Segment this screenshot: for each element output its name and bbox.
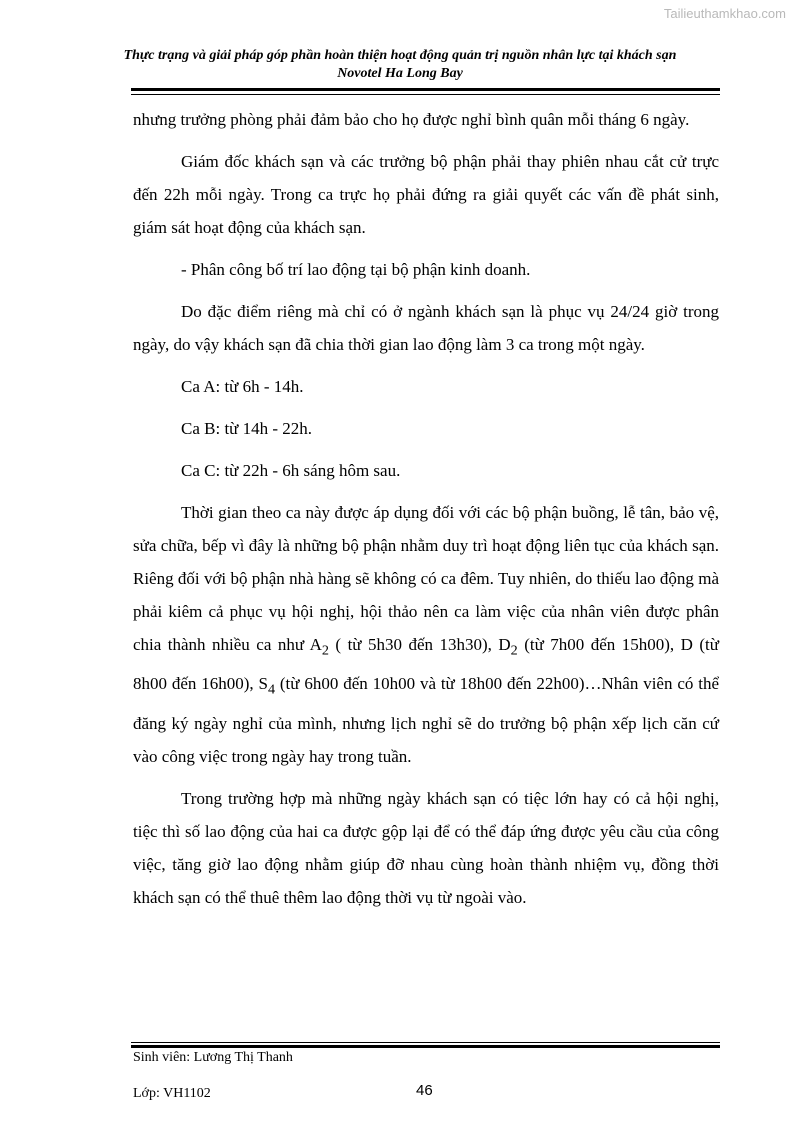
paragraph-4: Do đặc điểm riêng mà chỉ có ở ngành khách sạn là phục vụ 24/24 giờ trong ngày, do vậy khách sạn đã chia thời gian lao động làm 3 ca trong một ngày. (133, 302, 719, 354)
footer-student: Sinh viên: Lương Thị Thanh (133, 1050, 293, 1065)
paragraph-5 (133, 496, 719, 773)
paragraph-2: Giám đốc khách sạn và các trưởng bộ phận phải thay phiên nhau cắt cử trực đến 22h mỗi ngày. Trong ca trực họ phải đứng ra giải quyết các vấn đề phát sinh, giám sát hoạt động của khách sạn. (133, 152, 719, 237)
paragraph-5-text-1: Thời gian theo ca này được áp dụng đối với các bộ phận buồng, lễ tân, bảo vệ, sửa chữa, bếp vì đây là những bộ phận nhằm duy trì hoạt động liên tục của khách sạn. Riêng đối với bộ phận nhà hàng sẽ không có ca đêm. Tuy nhiên, do thiếu lao động mà phải kiêm cả phục vụ hội nghị, hội thảo nên ca làm việc của nhân viên được phân chia thành nhiều ca như A (133, 503, 719, 654)
watermark: Tailieuthamkhao.com (663, 6, 786, 21)
footer-class: Lớp: VH1102 (133, 1086, 211, 1101)
paragraph-3: - Phân công bố trí lao động tại bộ phận kinh doanh. (181, 260, 531, 279)
header-divider-thick (131, 88, 720, 91)
header-title-line-2: Novotel Ha Long Bay (337, 66, 463, 81)
paragraph-1: nhưng trưởng phòng phải đảm bảo cho họ được nghỉ bình quân mỗi tháng 6 ngày. (133, 110, 690, 129)
subscript-s4: 4 (267, 681, 276, 698)
paragraph-5-text-4: (từ 6h00 đến 10h00 và từ 18h00 đến 22h00)…Nhân viên có thể đăng ký ngày nghỉ của mình, nhưng lịch nghỉ sẽ do trưởng bộ phận xếp lịch căn cứ vào công việc trong ngày hay trong tuần. (133, 674, 719, 766)
subscript-a2: 2 (321, 642, 329, 659)
page-header (120, 47, 680, 83)
header-divider-thin (131, 94, 720, 95)
footer-divider-thick (131, 1045, 720, 1048)
paragraph-6: Trong trường hợp mà những ngày khách sạn có tiệc lớn hay có cả hội nghị, tiệc thì số lao động của hai ca được gộp lại để có thể đáp ứng được yêu cầu của công việc, tăng giờ lao động nhằm giúp đỡ nhau cùng hoàn thành nhiệm vụ, đồng thời khách sạn có thể thuê thêm lao động thời vụ từ ngoài vào. (133, 788, 719, 907)
paragraph-5-text-2: ( từ 5h30 đến 13h30), D (328, 635, 511, 654)
subscript-d2: 2 (510, 642, 518, 659)
document-body (133, 103, 719, 914)
shift-c: Ca C: từ 22h - 6h sáng hôm sau. (181, 461, 401, 480)
shift-b: Ca B: từ 14h - 22h. (181, 419, 313, 438)
footer-divider-thin (131, 1042, 720, 1043)
header-title-line-1: Thực trạng và giải pháp góp phần hoàn thiện hoạt động quản trị nguồn nhân lực tại khách sạn (123, 48, 677, 63)
shift-a: Ca A: từ 6h - 14h. (181, 377, 304, 396)
page-number: 46 (416, 1082, 433, 1099)
paragraph-5-text-3: (từ 7h00 đến 15h00), D (từ 8h00 đến 16h00), S (133, 635, 719, 694)
